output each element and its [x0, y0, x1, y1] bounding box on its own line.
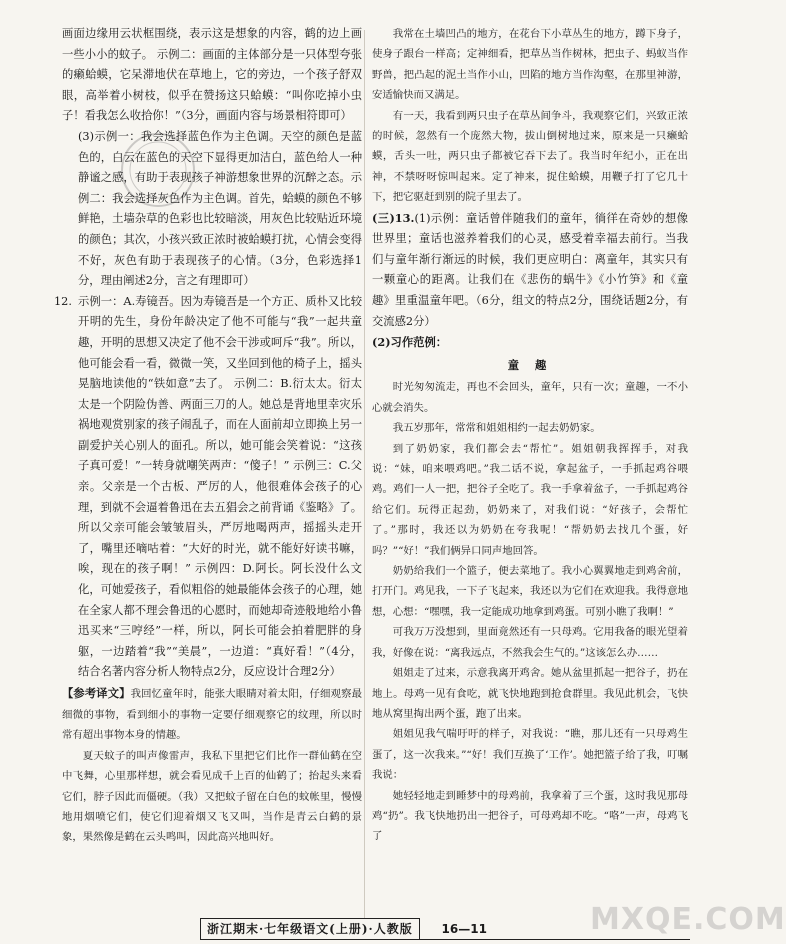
essay-paragraph: 奶奶给我们一个篮子，便去菜地了。我小心翼翼地走到鸡舍前，打开门。鸡见我，一下子飞起来，我还以为它们在欢迎我。我得意地想，心想：“嘿嘿，我一定能成功地拿到鸡蛋。可别小瞧了我啊！”	[372, 565, 688, 618]
question-12-text: 示例一：A.寿镜吾。因为寿镜吾是一个方正、质朴又比较开明的先生，身份年龄决定了他不可能与“我”一起共童趣，开明的思想又决定了他不会干涉或呵斥“我”。所以，他可能会看一看，微微一笑，又坐回到他的椅子上，摇头晃脑地读他的“铁如意”去了。 示例二：B.衍太太。衍太太是一个阴险伪善、两面三刀的人。她总是背地里幸灾乐祸地观赏别家的孩子闹乱子，而在人面前却立即换上另一副爱护关心别人的面孔。所以，她可能会笑着说：“这孩子真可爱！”一转身就嘲笑两声：“傻子！” 示例三：C.父亲。父亲是一个古板、严厉的人，他很难体会孩子的心理，到就不会逼着鲁迅在去五猖会之前背诵《鉴略》了。所以父亲可能会皱皱眉头，严厉地喝两声，摇摇头走开了，嘴里还嘀咕着：“大好的时光，就不能好好读书嘛，唉，现在的孩子啊！” 示例四：D.阿长。阿长没什么文化，可她爱孩子，看似粗俗的她最能体会孩子的心理，她在全家人都不理会鲁迅的心愿时，而她却奇迹般地给小鲁迅买来“三哼经”一样，所以，阿长可能会拍着肥胖的身躯，一边踏着“我”“美晨”，一边道：“真好看！”（4分，结合名著内容分析人物特点2分，反应设计合理2分）	[78, 294, 362, 679]
essay-paragraph: 她轻轻地走到睡梦中的母鸡前，我拿着了三个蛋，这时我见那母鸡“扔”。我飞快地扔出一把谷子，可母鸡却不吃。“咯”一声，母鸡飞了	[372, 789, 688, 843]
reference-tag: 【参考译文】	[62, 686, 131, 700]
right-para-2: 有一天，我看到两只虫子在草丛间争斗，我观察它们，兴致正浓的时候，忽然有一个庞然大物，拔山倒树地过来，原来是一只癞蛤蟆，舌头一吐，两只虫子都被它吞下去了。我当时年纪小，正在出神，不禁呀呀惊叫起来。定了神来，捉住蛤蟆，用鞭子打了它几十下，把它驱赶到别的院子里去了。	[372, 109, 688, 204]
question-13	[372, 208, 688, 333]
watermark-logo: MXQE.COM	[590, 902, 786, 937]
left-para-1: 画面边缘用云状框围绕，表示这是想象的内容，鹤的边上画一些小小的蚊子。 示例二：画面的主体部分是一只体型夸张的癞蛤蟆，它呆滞地伏在草地上，它的旁边，一个孩子舒双眼，高举着小树枝，似乎在赞扬这只蛤蟆：“叫你吃掉小虫子！看我怎么收拾你！”（3分，画面内容与场景相符即可）	[62, 27, 362, 123]
question-13-text: (1)示例：童话曾伴随我们的童年，徜徉在奇妙的想像世界里；童话也滋养着我们的心灵，感受着幸福去前行。当我们与童年渐行渐远的时候，我们更应明白：离童年，其实只有一颗童心的距离。让我们在《悲伤的蜗牛》《小竹笋》和《童趣》里重温童年吧。（6分，组文的特点2分，围绕话题2分，有交流感2分）	[372, 211, 688, 328]
left-para-2: (3)示例一：我会选择蓝色作为主色调。天空的颜色是蓝色的，白云在蓝色的天空下显得更加洁白，蓝色给人一种静谧之感，有助于表现孩子神游想象世界的沉醉之态。示例二：我会选择灰色作为主色调。首先，蛤蟆的颜色不够鲜艳，土墙杂草的色彩也比较暗淡，用灰色比较贴近环境的颜色；其次，小孩兴致正浓时被蛤蟆打扰，心情会变得不好，灰色有助于表现孩子的心情。（3分，色彩选择1分，理由阐述2分，言之有理即可）	[78, 129, 362, 288]
column-divider	[364, 30, 365, 918]
footer-page-number: 16—11	[441, 922, 487, 936]
right-para-1: 我常在土墙凹凸的地方，在花台下小草丛生的地方，蹲下身子，使身子跟台一样高；定神细看，把草丛当作树林，把虫子、蚂蚁当作野兽，把凸起的泥土当作小山，凹陷的地方当作沟壑，在那里神游，安适愉快而又满足。	[372, 28, 688, 102]
right-column	[372, 24, 688, 847]
question-12-number: 12.	[54, 294, 72, 308]
left-column	[54, 24, 362, 848]
essay-paragraph: 到了奶奶家，我们都会去“帮忙”。姐姐朝我挥挥手，对我说：“妹，咱来喂鸡吧。”我二话不说，拿起盆子，一手抓起鸡谷喂鸡。鸡们一人一把，把谷子全吃了。我一手拿着盆子，一手抓起鸡谷给它们。玩得正起劲，奶奶来了，对我们说：“好孩子，会帮忙了。”那时，我还以为奶奶在夸我呢！“帮奶奶去找几个蛋，好吗？”“好！”我们俩异口同声地回答。	[372, 442, 688, 557]
footer-book-title: 浙江期末·七年级语文(上册)·人教版	[200, 918, 420, 939]
reference-text-2: 夏天蚊子的叫声像雷声，我私下里把它们比作一群仙鹤在空中飞舞，心里那样想，就会看见成千上百的仙鹤了；抬起头来看它们，脖子因此而僵硬。（我）又把蚊子留在白色的蚊帐里，慢慢地用烟喷它们，使它们迎着烟又飞又叫，当作是青云白鹤的景象，果然像是鹤在云头鸣叫，因此高兴地叫好。	[62, 749, 362, 844]
essay-example-tag: (2)习作范例：	[372, 335, 448, 350]
footer-rule	[200, 939, 690, 940]
essay-paragraph: 我五岁那年，常常和姐姐相约一起去奶奶家。	[392, 422, 601, 435]
essay-paragraph: 时光匆匆流走，再也不会回头，童年，只有一次；童趣，一不小心就会消失。	[372, 381, 688, 414]
reference-translation	[62, 683, 362, 746]
essay-paragraph: 姐姐见我气喘吁吁的样子，对我说：“瞧，那儿还有一只母鸡生蛋了，这一次我来。”“好！我们互换了‘工作’。她把篮子给了我，叮嘱我说：	[372, 728, 688, 782]
question-12	[54, 292, 362, 683]
essay-paragraph: 可我万万没想到，里面竟然还有一只母鸡。它用我备的眼光望着我，好像在说：“离我远点，不然我会生气的。”这该怎么办……	[372, 626, 688, 659]
essay-title: 童 趣	[507, 357, 553, 372]
question-13-tag: (三)13.	[372, 210, 415, 225]
reference-text: 我回忆童年时，能张大眼睛对着太阳，仔细观察最细微的事物，看到细小的事物一定要仔细观察它的纹理，所以时常有超出事物本身的情趣。	[62, 688, 362, 742]
essay-paragraph: 姐姐走了过来，示意我离开鸡舍。她从盆里抓起一把谷子，扔在地上。母鸡一见有食吃，就飞快地跑到抢食群里。我见此机会，飞快地从窝里掏出两个蛋，跑了出来。	[372, 667, 688, 720]
